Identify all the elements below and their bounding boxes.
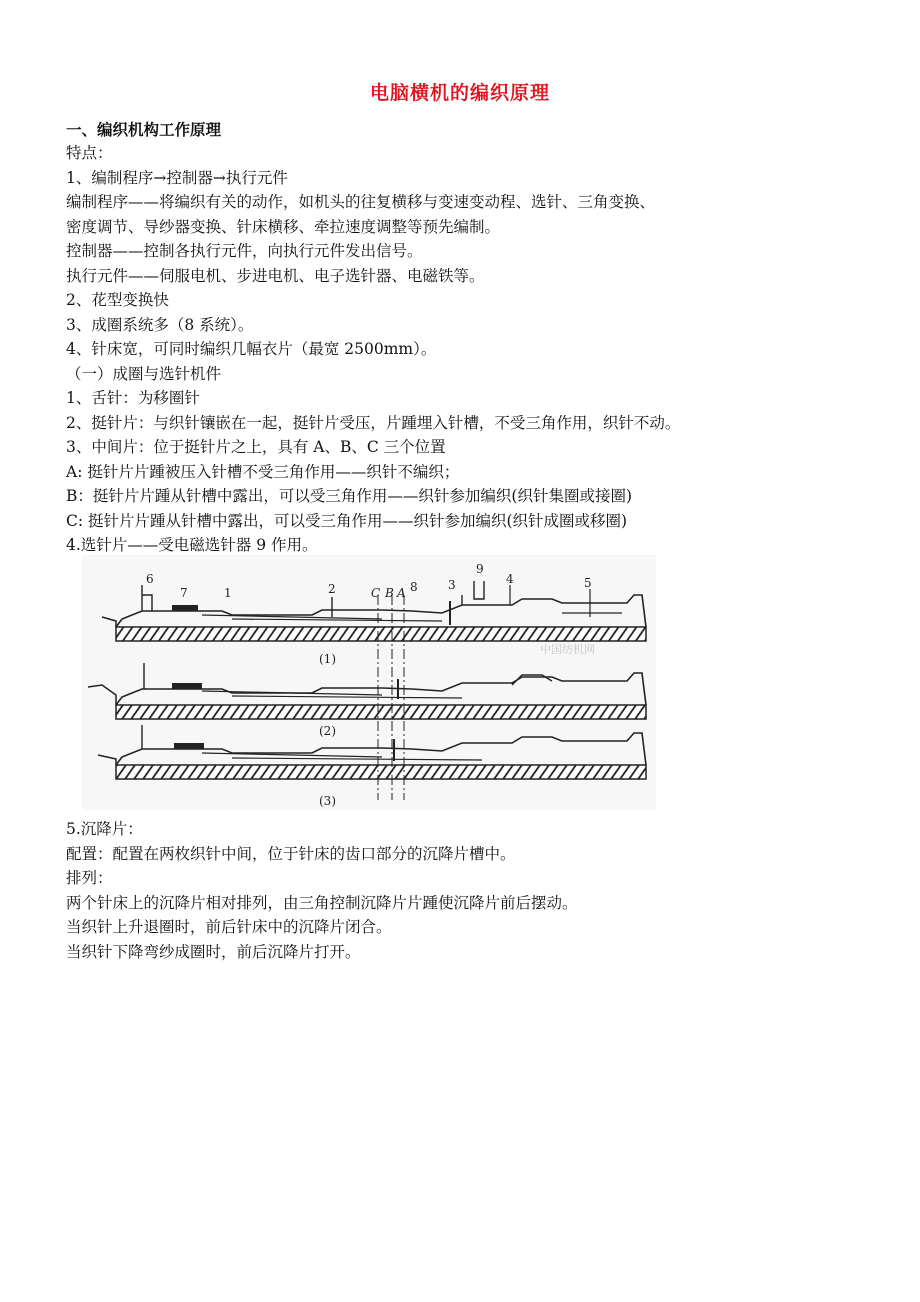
figure-caption: (3) — [319, 794, 336, 808]
needle-bed-diagram — [82, 555, 656, 810]
figure-caption: (2) — [319, 724, 336, 738]
text-line: 配置：配置在两枚织针中间，位于针床的齿口部分的沉降片槽中。 — [66, 844, 516, 863]
text-line: 密度调节、导纱器变换、针床横移、牵拉速度调整等预先编制。 — [66, 217, 501, 236]
text-line: 4.选针片——受电磁选针器 9 作用。 — [66, 536, 318, 554]
text-line: 控制器——控制各执行元件，向执行元件发出信号。 — [66, 242, 423, 260]
part-label: 1 — [224, 586, 232, 600]
text-block-sinker — [66, 817, 886, 964]
text-line: 5.沉降片： — [66, 820, 143, 838]
part-label: 6 — [146, 572, 154, 586]
text-line: 当织针下降弯纱成圈时，前后沉降片打开。 — [66, 942, 361, 961]
part-label: 4 — [506, 572, 514, 586]
part-label: 5 — [584, 576, 592, 590]
text-line: 3、中间片：位于挺针片之上，具有 A、B、C 三个位置 — [66, 438, 446, 456]
figure-caption: (1) — [319, 652, 336, 666]
text-line: 特点： — [66, 144, 113, 162]
text-line: 执行元件——伺服电机、步进电机、电子选针器、电磁铁等。 — [66, 266, 485, 285]
document-title: 电脑横机的编织原理 — [369, 82, 550, 104]
watermark-text: 中国纺机网 — [540, 643, 595, 656]
text-line: 1、舌针：为移圈针 — [66, 389, 200, 407]
text-line: 编制程序——将编织有关的动作，如机头的往复横移与变速变动程、选针、三角变换、 — [66, 193, 656, 211]
text-line: 1、编制程序→控制器→执行元件 — [66, 168, 288, 187]
text-line: C: 挺针片片踵从针槽中露出，可以受三角作用——织针参加编织(织针成圈或移圈) — [66, 511, 628, 530]
part-label: A — [397, 586, 406, 600]
text-line: 4、针床宽，可同时编织几幅衣片（最宽 2500mm）。 — [66, 340, 437, 358]
part-label: 2 — [328, 582, 336, 596]
text-line: 2、挺针片：与织针镶嵌在一起，挺针片受压，片踵埋入针槽，不受三角作用，织针不动。 — [66, 413, 681, 432]
part-label: B — [385, 586, 394, 600]
text-line: A: 挺针片片踵被压入针槽不受三角作用——织针不编织； — [66, 462, 460, 481]
text-line: （一）成圈与选针机件 — [66, 364, 222, 383]
part-label: 3 — [448, 578, 456, 592]
text-block-features — [66, 141, 886, 558]
part-label: 8 — [410, 580, 418, 594]
part-label: 7 — [180, 586, 188, 600]
text-line: 3、成圈系统多（8 系统）。 — [66, 315, 254, 334]
part-label: C — [371, 586, 381, 600]
section-heading: 一、编织机构工作原理 — [66, 121, 222, 139]
text-line: 当织针上升退圈时，前后针床中的沉降片闭合。 — [66, 918, 392, 936]
text-line: 2、花型变换快 — [66, 291, 169, 309]
needle-bed-drawing — [82, 555, 656, 810]
text-line: B：挺针片片踵从针槽中露出，可以受三角作用——织针参加编织(织针集圈或接圈) — [66, 487, 632, 505]
text-line: 两个针床上的沉降片相对排列，由三角控制沉降片片踵使沉降片前后摆动。 — [66, 893, 578, 912]
part-label: 9 — [476, 562, 484, 576]
text-line: 排列： — [66, 869, 113, 887]
